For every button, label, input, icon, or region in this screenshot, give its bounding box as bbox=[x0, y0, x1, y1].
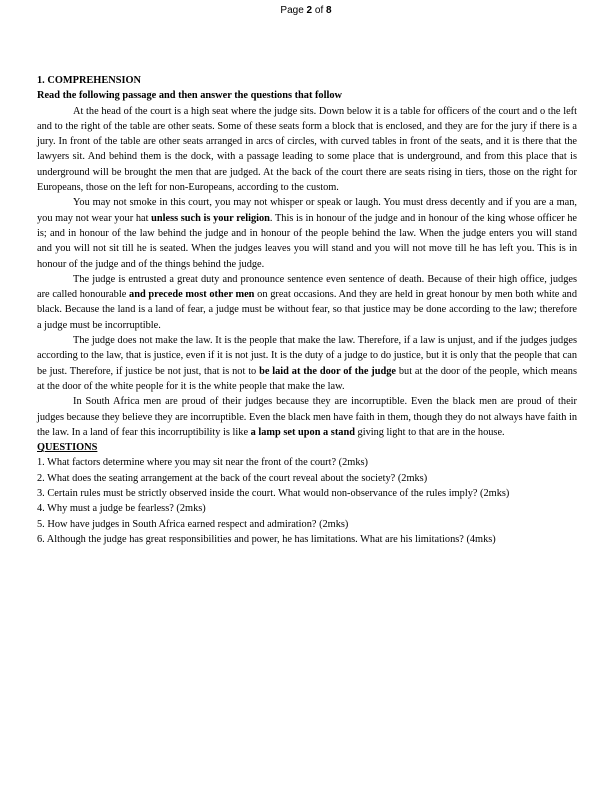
question-4: 4. Why must a judge be fearless? (2mks) bbox=[37, 503, 206, 515]
section-title: 1. COMPREHENSION bbox=[37, 75, 142, 86]
question-2: 2. What does the seating arrangement at the back of the court reveal about the society? (2mks) bbox=[37, 472, 428, 484]
total-page-number: 8 bbox=[326, 5, 332, 16]
questions-title: QUESTIONS bbox=[37, 442, 98, 454]
emphasized-phrase: and precede most other men bbox=[129, 289, 255, 301]
passage-paragraph-4 bbox=[37, 333, 577, 394]
passage-paragraph-1 bbox=[37, 104, 577, 196]
paragraph-text: The judge does not make the law. It is the people that make the law. Therefore, if a law is unjust, and if the judges judges according to the law, that is justice, even if it is not just. It is the duty of a judge to do justice, but it is only that the people that can be just. Therefore, if justice be not just, that is not to bbox=[37, 335, 577, 377]
page-label: Page bbox=[280, 5, 307, 16]
paragraph-text: giving light to that are in the house. bbox=[354, 426, 505, 438]
emphasized-phrase: unless such is your religion bbox=[151, 212, 270, 224]
page-header bbox=[0, 5, 612, 16]
question-5: 5. How have judges in South Africa earned respect and admiration? (2mks) bbox=[37, 518, 349, 530]
paragraph-text: . This is in honour of the judge and in honour of the king whose officer he is; and in honour of the law behind the judge and in honour of the people behind the law. When the judge enters you will stand and you will not sit till he is seated. When the judges leaves you will stand and you will not move till he has left you. This is in honour of the judge and of the things behind the judge. bbox=[37, 212, 577, 270]
paragraph-text: but at the door of the people, which means at the door of the white people for it is the white people that make the law. bbox=[37, 365, 577, 392]
page-of-label: of bbox=[312, 5, 327, 16]
passage-paragraph-5 bbox=[37, 394, 577, 440]
current-page-number: 2 bbox=[306, 5, 313, 16]
emphasized-phrase: a lamp set upon a stand bbox=[250, 426, 355, 438]
document-body bbox=[37, 73, 577, 547]
paragraph-text: At the head of the court is a high seat where the judge sits. Down below it is a table for officers of the court and o the left and to the right of the table are other seats. Some of these seats form a block that is enclosed, and they are for the jury if there is a jury. In front of the table are other seats arranged in arcs of circles, with curved tables in front of the seats, and it is there that the lawyers sit. And behind them is the dock, with a passage leading to some place that is underground, and from this place that is underground will be brought the men that are judged. At the back of the court there are seats rising in tiers, those on the right for Europeans, those on the left for non-Europeans, according to the custom. bbox=[37, 105, 577, 194]
paragraph-text: You may not smoke in this court, you may not whisper or speak or laugh. You must dress decently and if you are a man, you may not wear your hat bbox=[37, 197, 577, 224]
paragraph-text: The judge is entrusted a great duty and pronounce sentence even sentence of death. Because of their high office, judges are called honourable bbox=[37, 273, 577, 301]
question-6: 6. Although the judge has great responsibilities and power, he has limitations. What are his limitations? (4mks) bbox=[37, 533, 496, 545]
paragraph-text: In South Africa men are proud of their judges because they are incorruptible. Even the black men are proud of their judges because they believe they are incorruptible. Even the black men have faith in them, though they do not always have faith in the law. In a land of fear this incorruptibility is like bbox=[37, 396, 577, 438]
emphasized-phrase: be laid at the door of the judge bbox=[259, 365, 397, 377]
question-1: 1. What factors determine where you may sit near the front of the court? (2mks) bbox=[37, 457, 368, 469]
passage-paragraph-3 bbox=[37, 272, 577, 333]
instruction: Read the following passage and then answer the questions that follow bbox=[37, 90, 342, 102]
passage-paragraph-2 bbox=[37, 195, 577, 271]
question-3: 3. Certain rules must be strictly observed inside the court. What would non-observance of the rules imply? (2mks) bbox=[37, 488, 510, 500]
paragraph-text: on great occasions. And they are held in great honour by men both white and black. Because the land is a land of fear, a judge must be without fear, so that justice may be done according to the law; therefore a judge must be incorruptible. bbox=[37, 289, 577, 331]
